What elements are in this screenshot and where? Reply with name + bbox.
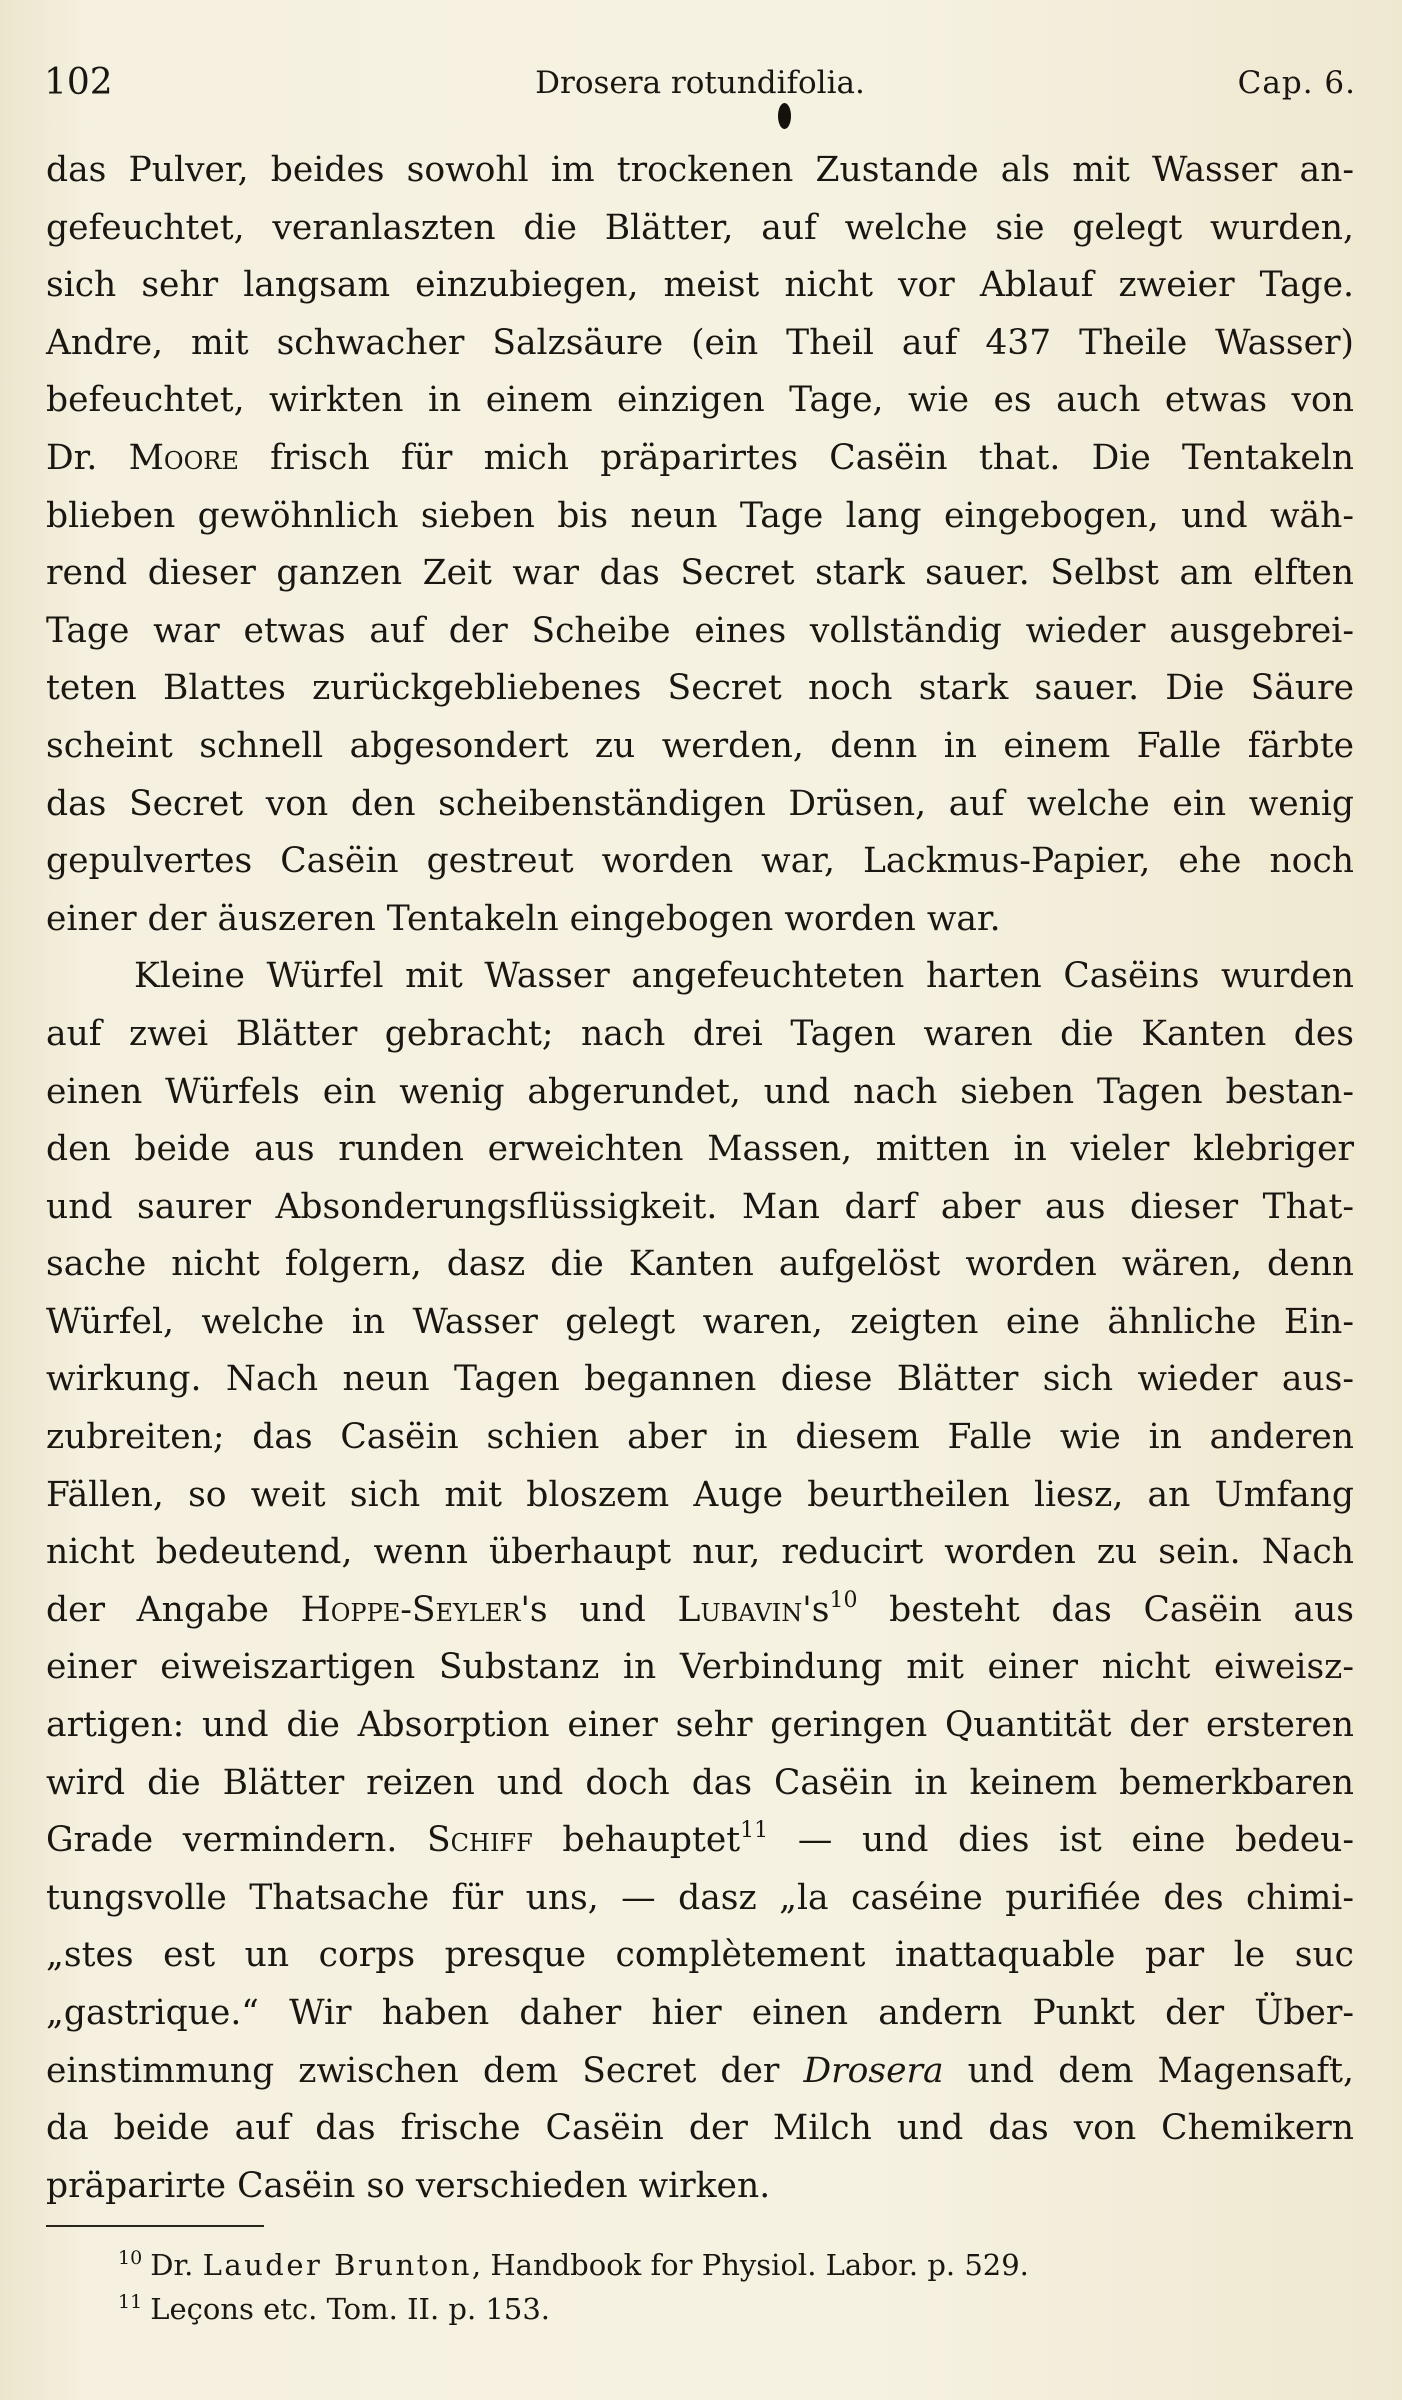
text-run: 's [802,1589,830,1630]
text-line: Würfel, welche in Wasser gelegt waren, zeigten eine ähnliche Ein- [46,1301,1354,1342]
text-line: das Secret von den scheibenständigen Drüsen, auf welche ein wenig [46,783,1354,824]
text-run: Dr. [150,2248,203,2282]
footnote-ref-11: 11 [740,1818,769,1844]
author-name-brunton: Lauder Brunton [202,2248,472,2282]
text-line [46,1812,1354,1870]
text-line [46,430,1354,488]
footnote-10 [118,2243,1318,2287]
footnote-divider [46,2225,264,2227]
author-name-lubavin: Lubavin [677,1589,803,1630]
footnotes [118,2243,1318,2331]
author-name-schiff: Schiff [427,1820,533,1861]
text-line: Tage war etwas auf der Scheibe eines vollständig wieder ausgebrei- [46,610,1354,651]
text-run: , Handbook for Physiol. Labor. p. 529. [471,2248,1029,2282]
text-run: Grade vermindern. [46,1820,428,1861]
text-line: Fällen, so weit sich mit bloszem Auge beurtheilen liesz, an Umfang [46,1474,1354,1515]
text-run: Dr. [46,437,129,478]
text-line [46,1582,1354,1640]
text-line: „stes est un corps presque complètement inattaquable par le suc [46,1935,1354,1976]
text-line: teten Blattes zurückgebliebenes Secret noch stark sauer. Die Säure [46,668,1354,709]
text-run: der Angabe [46,1589,301,1630]
text-line: einen Würfels ein wenig abgerundet, und nach sieben Tagen bestan- [46,1071,1354,1112]
text-run: behauptet [532,1820,741,1861]
text-run: — und dies ist eine bedeu- [768,1820,1354,1861]
text-line: wirkung. Nach neun Tagen begannen diese Blätter sich wieder aus- [46,1359,1354,1400]
text-line: und saurer Absonderungsflüssigkeit. Man darf aber aus dieser That- [46,1186,1354,1227]
ink-spot [778,103,791,129]
text-run: 's und [520,1589,678,1630]
page-header [44,58,1356,108]
text-line: wird die Blätter reizen und doch das Casëin in keinem bemerkbaren [46,1762,1354,1803]
text-line: blieben gewöhnlich sieben bis neun Tage lang eingebogen, und wäh- [46,495,1354,536]
text-line: einer eiweiszartigen Substanz in Verbindung mit einer nicht eiweisz- [46,1647,1354,1688]
text-line: das Pulver, beides sowohl im trockenen Zustande als mit Wasser an- [46,150,1354,190]
running-title: Drosera rotundifolia. [535,65,865,101]
paragraph-start-line: Kleine Würfel mit Wasser angefeuchteten harten Casëins wurden [134,956,1354,997]
text-run: besteht das Casëin aus [857,1589,1354,1630]
text-line: da beide auf das frische Casëin der Milch und das von Chemikern [46,2108,1354,2149]
genus-name-drosera: Drosera [803,2050,944,2091]
chapter-label: Cap. 6. [1237,65,1356,101]
footnote-number: 11 [118,2291,143,2313]
author-name-hoppe-seyler: Hoppe-Seyler [300,1589,521,1630]
page-number: 102 [44,62,113,103]
text-line [46,2043,1354,2101]
footnote-text: Leçons etc. Tom. II. p. 153. [150,2292,550,2326]
text-line: einer der äuszeren Tentakeln eingebogen worden war. [46,898,1001,939]
text-line: den beide aus runden erweichten Massen, mitten in vieler klebriger [46,1129,1354,1170]
text-line: artigen: und die Absorption einer sehr geringen Quantität der ersteren [46,1705,1354,1746]
text-line: zubreiten; das Casëin schien aber in diesem Falle wie in anderen [46,1417,1354,1458]
text-line: gepulvertes Casëin gestreut worden war, Lackmus-Papier, ehe noch [46,841,1354,882]
text-run: und dem Magensaft, [943,2050,1354,2091]
text-run: einstimmung zwischen dem Secret der [46,2050,804,2091]
footnote-number: 10 [118,2247,143,2269]
text-line: Andre, mit schwacher Salzsäure (ein Theil auf 437 Theile Wasser) [46,322,1354,363]
footnote-11 [118,2287,1318,2331]
text-line: präparirte Casëin so verschieden wirken. [46,2165,771,2206]
text-line: rend dieser ganzen Zeit war das Secret stark sauer. Selbst am elften [46,553,1354,594]
body-text [46,142,1354,2215]
text-line: befeuchtet, wirkten in einem einzigen Tage, wie es auch etwas von [46,380,1354,421]
text-run: frisch für mich präparirtes Casëin that. Die Tentakeln [238,437,1354,478]
text-line: scheint schnell abgesondert zu werden, denn in einem Falle färbte [46,725,1354,766]
text-line: sache nicht folgern, dasz die Kanten aufgelöst worden wären, denn [46,1244,1354,1285]
text-line: auf zwei Blätter gebracht; nach drei Tagen waren die Kanten des [46,1013,1354,1054]
text-line: tungsvolle Thatsache für uns, — dasz „la caséine purifiée des chimi- [46,1877,1354,1918]
text-line: „gastrique.“ Wir haben daher hier einen andern Punkt der Über- [46,1993,1354,2033]
text-line: sich sehr langsam einzubiegen, meist nicht vor Ablauf zweier Tage. [46,265,1354,306]
text-line: nicht bedeutend, wenn überhaupt nur, reducirt worden zu sein. Nach [46,1532,1354,1573]
text-line: gefeuchtet, veranlaszten die Blätter, auf welche sie gelegt wurden, [46,207,1354,248]
author-name-moore: Moore [128,437,239,478]
footnote-ref-10: 10 [829,1587,858,1613]
